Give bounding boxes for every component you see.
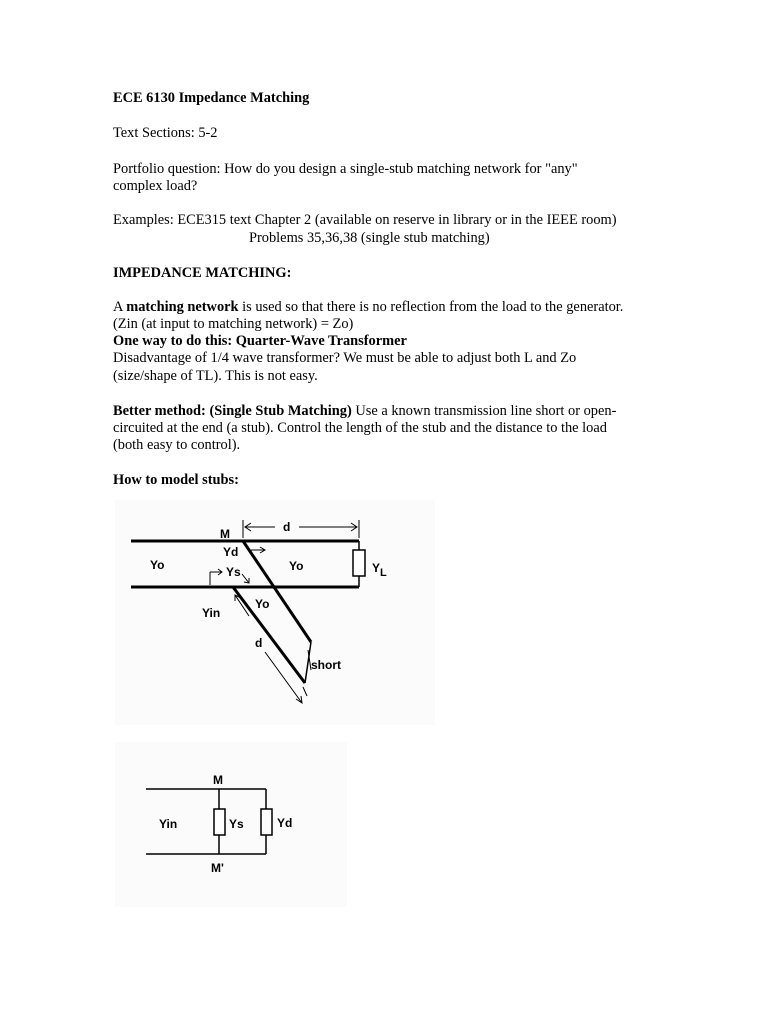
- label-m-bottom: M': [211, 861, 224, 875]
- heading-impedance-matching: IMPEDANCE MATCHING:: [113, 265, 292, 281]
- label-d-top: d: [283, 520, 291, 534]
- better-method-term: Better method: (Single Stub Matching): [113, 403, 352, 419]
- ys-element: [214, 809, 225, 835]
- portfolio-question-line-2: complex load?: [113, 178, 198, 194]
- label-ys: Ys: [226, 565, 241, 579]
- portfolio-question-line-1: Portfolio question: How do you design a single-stub matching network for "any": [113, 161, 578, 177]
- label-yd: Yd: [223, 545, 239, 559]
- label-yo-stub: Yo: [255, 597, 270, 611]
- examples-line-1: Examples: ECE315 text Chapter 2 (available on reserve in library or in the IEEE room): [113, 212, 617, 228]
- label-yin: Yin: [202, 606, 221, 620]
- stub-diagram-background: [115, 500, 435, 725]
- label-m: M: [220, 527, 230, 541]
- label-yo-left: Yo: [150, 558, 165, 572]
- load-resistor: [353, 550, 365, 576]
- label-yin: Yin: [159, 817, 178, 831]
- label-yo-mid: Yo: [289, 559, 304, 573]
- matching-network-line-1: [113, 299, 623, 317]
- equivalent-circuit-diagram: [115, 742, 347, 907]
- better-method-line-1: [113, 403, 616, 421]
- stub-diagram: [115, 500, 435, 725]
- label-yd: Yd: [277, 816, 293, 830]
- better-method-rest: Use a known transmission line short or open-: [351, 403, 617, 419]
- label-yl: YL: [372, 561, 387, 579]
- better-method-line-2: circuited at the end (a stub). Control the length of the stub and the distance to the load: [113, 420, 607, 436]
- matching-post: is used so that there is no reflection from the load to the generator.: [238, 299, 624, 315]
- examples-line-2: Problems 35,36,38 (single stub matching): [249, 230, 490, 246]
- label-ys: Ys: [229, 817, 244, 831]
- text-sections: Text Sections: 5-2: [113, 125, 218, 141]
- disadvantage-line-1: Disadvantage of 1/4 wave transformer? We must be able to adjust both L and Zo: [113, 350, 577, 366]
- label-short: short: [311, 658, 341, 672]
- document-title: ECE 6130 Impedance Matching: [113, 90, 310, 106]
- one-way-heading: One way to do this: Quarter-Wave Transformer: [113, 333, 407, 349]
- matching-pre: A: [113, 299, 127, 315]
- matching-network-term: matching network: [126, 299, 239, 315]
- better-method-line-3: (both easy to control).: [113, 437, 241, 453]
- label-m-top: M: [213, 773, 223, 787]
- yd-element: [261, 809, 272, 835]
- heading-how-to-model-stubs: How to model stubs:: [113, 472, 239, 488]
- matching-network-line-2: (Zin (at input to matching network) = Zo): [113, 316, 354, 332]
- label-d-stub: d: [255, 636, 263, 650]
- disadvantage-line-2: (size/shape of TL). This is not easy.: [113, 368, 318, 384]
